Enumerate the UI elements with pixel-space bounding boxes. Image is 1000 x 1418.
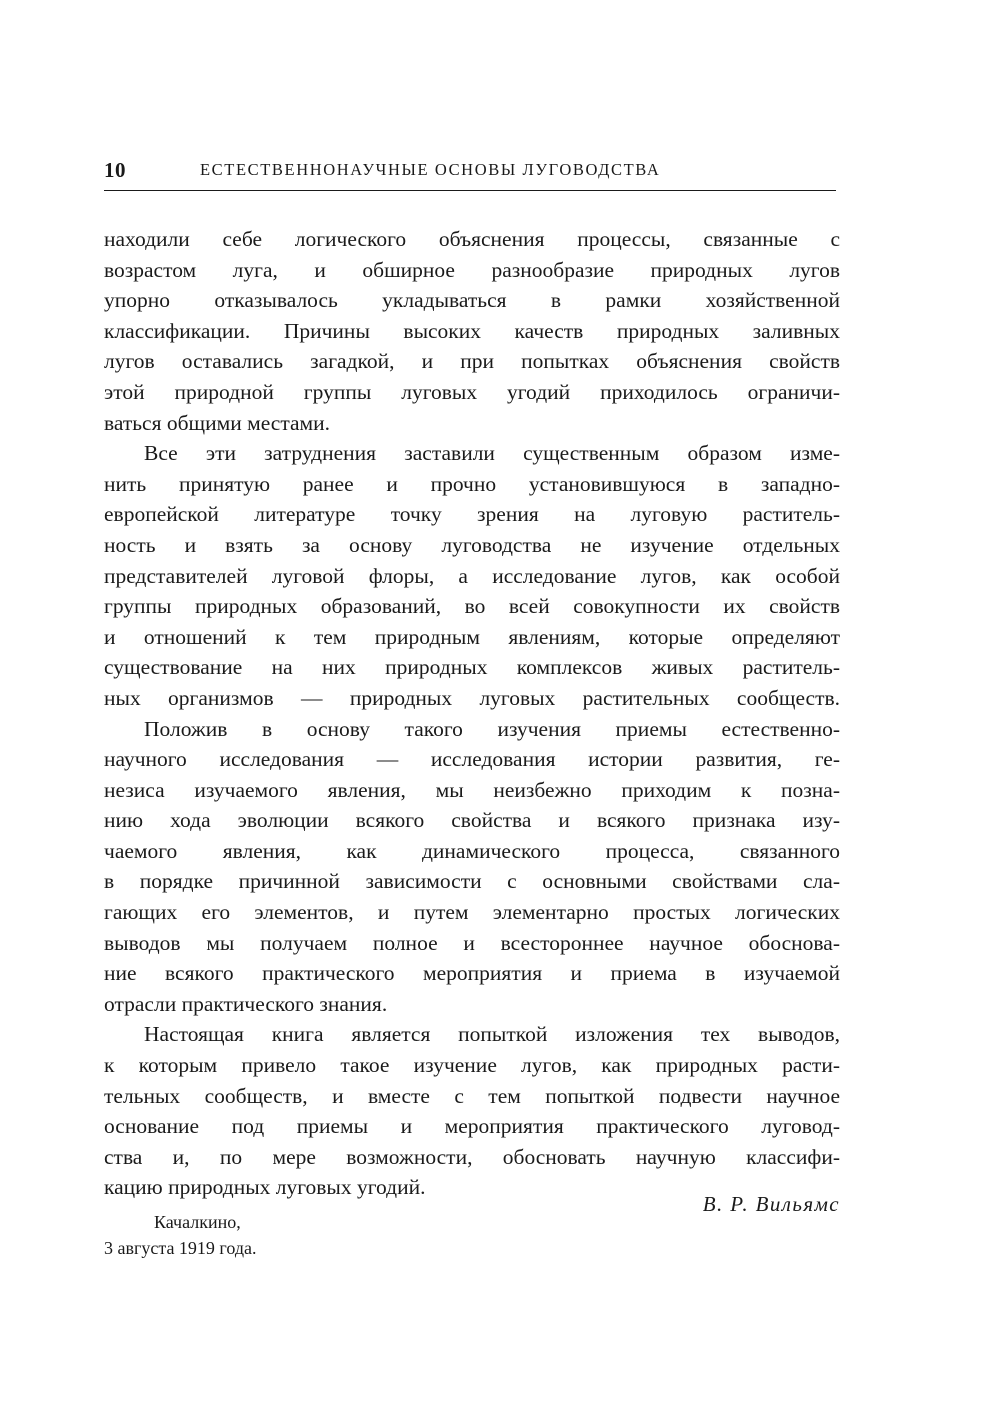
text-line: находили себе логического объяснения процессы, связанные с: [104, 227, 840, 251]
text-line: упорно отказывалось укладываться в рамки хозяйственной: [104, 288, 840, 313]
text-line: ние всякого практического мероприятия и приема в изучаемой: [104, 961, 840, 986]
page-header: [104, 158, 836, 188]
paragraph-4: [104, 1019, 840, 1203]
text-line: выводов мы получаем полное и всестороннее научное обоснова-: [104, 930, 840, 955]
author-signature: В. Р. Вильямс: [702, 1192, 840, 1216]
text-line: тельных сообществ, и вместе с тем попыткой подвести научное: [104, 1083, 840, 1108]
text-line: чаемого явления, как динамического процесса, связанного: [104, 838, 840, 863]
text-line: возрастом луга, и обширное разнообразие природных лугов: [104, 257, 840, 282]
date-of-writing: 3 августа 1919 года.: [104, 1238, 257, 1258]
paragraph-3: [104, 714, 840, 1020]
text-line: основание под приемы и мероприятия практического луговод-: [104, 1114, 840, 1139]
text-line: к которым привело такое изучение лугов, как природных расти-: [104, 1053, 840, 1078]
text-line: Настоящая книга является попыткой изложения тех выводов,: [144, 1022, 840, 1047]
text-line: незиса изучаемого явления, мы неизбежно приходим к позна-: [104, 777, 840, 802]
text-line: ных организмов — природных луговых растительных сообществ.: [104, 685, 840, 710]
text-line: нить принятую ранее и прочно установившуюся в западно-: [104, 471, 840, 496]
text-line: нию хода эволюции всякого свойства и всякого признака изу-: [104, 808, 840, 833]
text-line: группы природных образований, во всей совокупности их свойств: [104, 594, 840, 619]
text-line: лугов оставались загадкой, и при попытках объяснения свойств: [104, 349, 840, 374]
text-line: Все эти затруднения заставили существенным образом изме-: [144, 441, 840, 466]
text-line: европейской литературе точку зрения на луговую раститель-: [104, 502, 840, 527]
body-text: [104, 224, 840, 1203]
text-line: ваться общими местами.: [104, 410, 331, 435]
page-number: 10: [104, 158, 126, 182]
place-of-writing: Качалкино,: [154, 1212, 241, 1232]
text-line: представителей луговой флоры, а исследование лугов, как особой: [104, 563, 840, 588]
text-line: отрасли практического знания.: [104, 991, 388, 1016]
text-line: кацию природных луговых угодий.: [104, 1175, 426, 1200]
text-line: научного исследования — исследования истории развития, ге-: [104, 747, 840, 772]
text-line: гающих его элементов, и путем элементарно простых логических: [104, 900, 840, 925]
text-line: в порядке причинной зависимости с основными свойствами сла-: [104, 869, 840, 894]
text-line: и отношений к тем природным явлениям, которые определяют: [104, 624, 840, 649]
text-line: ность и взять за основу луговодства не изучение отдельных: [104, 532, 840, 557]
running-title: ЕСТЕСТВЕННОНАУЧНЫЕ ОСНОВЫ ЛУГОВОДСТВА: [200, 160, 661, 179]
header-rule: [104, 190, 836, 191]
text-line: ства и, по мере возможности, обосновать научную классифи-: [104, 1144, 840, 1169]
paragraph-1: [104, 224, 840, 438]
text-line: Положив в основу такого изучения приемы естественно-: [144, 716, 840, 741]
text-line: существование на них природных комплексов живых раститель-: [104, 655, 840, 680]
text-line: классификации. Причины высоких качеств природных заливных: [104, 318, 840, 343]
text-line: этой природной группы луговых угодий приходилось ограничи-: [104, 379, 840, 404]
paragraph-2: [104, 438, 840, 713]
